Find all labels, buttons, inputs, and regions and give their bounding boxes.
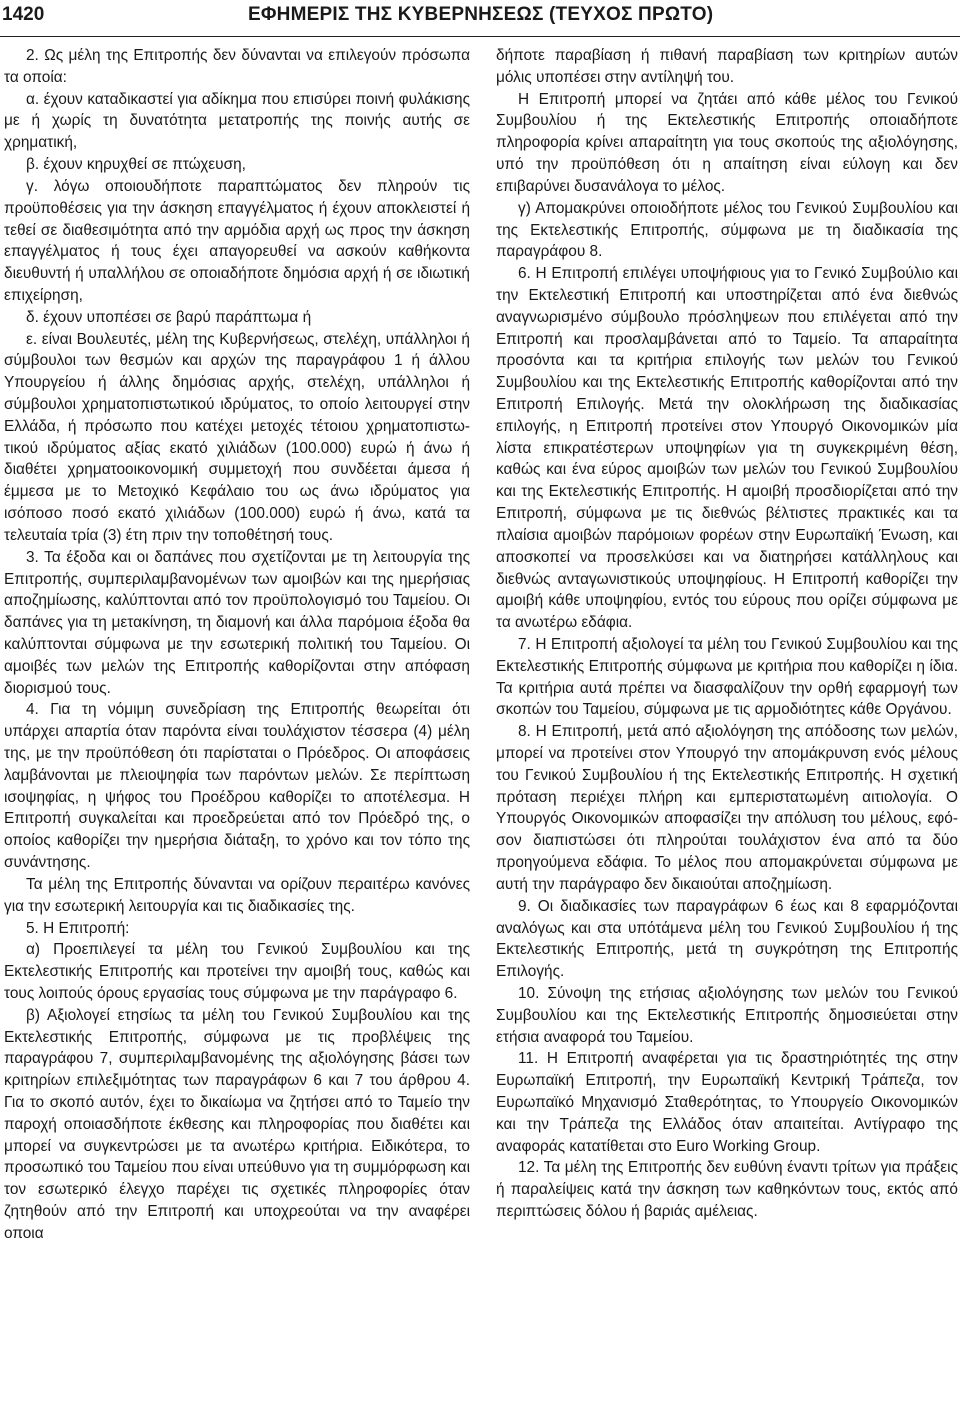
paragraph: 11. Η Επιτροπή αναφέρεται για τις δραστηριότητές της στην Ευρωπαϊκή Επιτροπή, την Ευρωπαϊκή Κεντρική Τράπεζα, τον Ευρωπαϊκό Μηχανισμό Σταθερότητας, το Υπουργείο Οικονομικών και την Τράπεζα της Ελλάδος όταν απαιτείται. Αντίγραφο της αναφοράς κατατίθεται στο Euro Working Group. xyxy=(496,1050,958,1155)
page-number: 1420 xyxy=(2,4,45,25)
paragraph: 12. Τα μέλη της Επιτροπής δεν ευθύνη έναντι τρίτων για πράξεις ή παραλείψεις κατά την άσκηση των καθηκόντων τους, εκτός από περιπτώσεις δόλου ή βαριάς αμέλειας. xyxy=(496,1159,958,1221)
paragraph: 8. Η Επιτροπή, μετά από αξιολόγηση της απόδοσης των μελών, μπορεί να προτείνει στον Υπουργό την απομάκρυνση ενός μέλους του Γενικού Συμβουλίου ή της Εκτελεστικής Επιτροπής. Η σχετική πρόταση περιέχει πλήρη και εμπεριστατωμένη αιτιολογία. Ο Υπουργός Οικονομικών αποφασίζει την απόλυση του μέλους, εφόσον διαπιστώσει ότι πληρούται τουλάχιστον ένα από τα δύο προηγούμενα εδάφια. Το μέλος που απομακρύνεται σύμφωνα με αυτή την παράγραφο δεν δικαιούται αποζημίωση. xyxy=(496,723,958,893)
paragraph: δ. έχουν υποπέσει σε βαρύ παράπτωμα ή xyxy=(26,308,312,326)
paragraph: γ) Απομακρύνει οποιοδήποτε μέλος του Γενικού Συμβουλίου και της Εκτελεστικής Επιτροπής, σύμφωνα με τη διαδικασία της παραγράφου 8. xyxy=(496,199,958,261)
paragraph: 7. Η Επιτροπή αξιολογεί τα μέλη του Γενικού Συμβουλίου και της Εκτελεστικής Επιτροπής σύμφωνα με κριτήρια που καθορίζει η ίδια. Τα κριτήρια αυτά πρέπει να διασφαλίζουν την ορθή εφαρμογή των σκοπών του Ταμείου, σύμφωνα με τις αρμοδιότητες κάθε Οργάνου. xyxy=(496,635,958,719)
paragraph: ε. είναι Βουλευτές, μέλη της Κυβερνήσεως, στελέχη, υπάλληλοι ή σύμβουλοι των θεσμών και αρχών της παραγράφου 1 ή άλλου Υπουργείου ή άλλης δημόσιας αρχής, στελέχη, υπάλληλοι ή σύμβουλοι χρηματοπιστωτικού ιδρύματος, το οποίο λειτουργεί στην Ελλάδα, ή πρόσωπο που κατέχει μετοχές τέτοιου χρηματοπιστωτικού ιδρύματος αξίας εκατό χιλιάδων (100.000) ευρώ ή άνω ή διαθέτει χρηματοοικονομική συμμετοχή που συνδέεται άμεσα ή έμμεσα με το Μετοχικό Κεφάλαιο του ως άνω ιδρύματος για ισόποσο ποσό εκατό χιλιάδων (100.000) ευρώ ή άνω, κατά τα τελευταία τρία (3) έτη πριν την τοποθέτησή τους. xyxy=(4,330,470,544)
paragraph: δήποτε παραβίαση ή πιθανή παραβίαση των κριτηρίων αυτών μόλις υποπέσει στην αντίληψή του. xyxy=(496,47,958,86)
paragraph: α. έχουν καταδικαστεί για αδίκημα που επισύρει ποινή φυλάκισης με ή χωρίς τη δυνατότητα μετατροπής της ποινής αυτής σε χρηματική, xyxy=(4,90,470,152)
paragraph: 6. Η Επιτροπή επιλέγει υποψήφιους για το Γενικό Συμβούλιο και την Εκτελεστική Επιτροπή και υποστηρίζεται από ένα διεθνώς αναγνωρισμένο σύμβουλο πρόσληψεων που επιλέγεται από την Επιτροπή και προσλαμβάνεται από το Ταμείο. Τα απαραίτητα προσόντα και τα κριτήρια επιλογής των μελών του Γενικού Συμβουλίου και της Εκτελεστικής Επιτροπής καθορίζονται από την Επιτροπή Επιλογής. Μετά την ολοκλήρωση της διαδικασίας επιλογής, η Επιτροπή προτείνει στον Υπουργό Οικονομικών μία λίστα επικρατέστερων υποψηφίων για τη συγκεκριμένη θέση, καθώς και ένα εύρος αμοιβών των μελών του Γενικού Συμβουλίου και της Εκτελεστικής Επιτροπής. Η αμοιβή προσδιορίζεται από την Επιτροπή, σύμφωνα με τις διεθνώς βέλτιστες πρακτικές και τα πλαίσια αμοιβών παρόμοιων φορέων στην Ευρωπαϊκή Ένωση, και αποσκοπεί να προσελκύσει και να διατηρήσει κατάλληλους και διεθνώς ανταγωνιστικούς υποψηφίους. Η Επιτροπή καθορίζει την αμοιβή κάθε υποψηφίου, εντός του εύρους που ορίζει σύμφωνα με τα ανωτέρω εδάφια. xyxy=(496,265,958,632)
paragraph: 2. Ως μέλη της Επιτροπής δεν δύνανται να επιλεγούν πρόσωπα τα οποία: xyxy=(4,47,470,86)
right-column xyxy=(496,45,958,1223)
paragraph: β) Αξιολογεί ετησίως τα μέλη του Γενικού Συμβουλίου και της Εκτελεστικής Επιτροπής, σύμφωνα με τις προβλέψεις της παραγράφου 7, συμπεριλαμβανομένης της αξιολόγησης βάσει των κριτηρίων επιλεξιμότητας των παραγράφων 6 και 7 του άρθρου 4. Για το σκοπό αυτόν, έχει το δικαίωμα να ζητήσει από το Ταμείο την παροχή οποιασδήποτε έκθεσης και πληροφορίας που διαθέτει και μπορεί να συγκεντρώσει με τα ανωτέρω κριτήρια. Ειδικότερα, το προσωπικό του Ταμείου που είναι υπεύθυνο για τη συμμόρφωση και τον εσωτερικό έλεγχο παρέχει τις σχετικές πληροφορίες όταν ζητηθούν από την Επιτροπή και υποχρεούται να την αναφέρει οποια xyxy=(4,1006,470,1242)
gazette-title: ΕΦΗΜΕΡΙΣ ΤΗΣ ΚΥΒΕΡΝΗΣΕΩΣ (ΤΕΥΧΟΣ ΠΡΩΤΟ) xyxy=(248,4,714,25)
paragraph: Τα μέλη της Επιτροπής δύνανται να ορίζουν περαιτέρω κανόνες για την εσωτερική λειτουργία και τις διαδικασίες της. xyxy=(4,875,470,915)
paragraph: 10. Σύνοψη της ετήσιας αξιολόγησης των μελών του Γενικού Συμβουλίου και της Εκτελεστικής Επιτροπής δημοσιεύεται στην ετήσια αναφορά του Ταμείου. xyxy=(496,984,958,1046)
paragraph: Η Επιτροπή μπορεί να ζητάει από κάθε μέλος του Γενικού Συμβουλίου ή της Εκτελεστικής Επιτροπής οποιαδήποτε πληροφορία κρίνει απαραίτητη για τους σκοπούς της αξιολόγησης, υπό την προϋπόθεση ότι η απαίτηση είναι εύλογη και δεν επιβαρύνει δυσανάλογα το μέλος. xyxy=(496,90,958,195)
paragraph: 4. Για τη νόμιμη συνεδρίαση της Επιτροπής θεωρείται ότι υπάρχει απαρτία όταν παρόντα είναι τουλάχιστον τέσσερα (4) μέλη της, με την προϋπόθεση ότι παρίσταται ο Πρόεδρος. Οι αποφάσεις λαμβάνονται με πλειοψηφία των παρόντων μελών. Σε περίπτωση ισοψηφίας, η ψήφος του Προέδρου καθορίζει το αποτέλεσμα. Η Επιτροπή συγκαλείται και προεδρεύεται από τον Πρόεδρό της, ο οποίος καθορίζει την ημερήσια διάταξη, το χρόνο και τον τόπο της συνάντησης. xyxy=(4,701,470,872)
page-header xyxy=(0,0,960,37)
paragraph: γ. λόγω οποιουδήποτε παραπτώματος δεν πληρούν τις προϋποθέσεις για την άσκηση επαγγέλματος ή έχουν αποκλειστεί ή τεθεί σε διαθεσιμότητα από την αρμόδια αρχή ως προς την άσκηση επαγγέλματος ή τους έχει απαγορευθεί να ασκούν καθήκοντα διευθυντή ή υπαλλήλου σε οποιαδήποτε δημόσια αρχή ή σε ιδιωτική επιχείρηση, xyxy=(4,177,470,304)
paragraph: 3. Τα έξοδα και οι δαπάνες που σχετίζονται με τη λειτουργία της Επιτροπής, συμπεριλαμβανομένων των αμοιβών και της ημερήσιας αποζημίωσης, καλύπτονται από τον προϋπολογισμό του Ταμείου. Οι δαπάνες για τη μετακίνηση, τη διαμονή και άλλα παρόμοια έξοδα θα καλύπτονται σύμφωνα με την εσωτερική πολιτική του Ταμείου. Οι αμοιβές των μελών της Επιτροπής καθορίζονται στην απόφαση διορισμού τους. xyxy=(4,548,470,697)
paragraph: β. έχουν κηρυχθεί σε πτώχευση, xyxy=(26,156,246,174)
paragraph: 5. Η Επιτροπή: xyxy=(26,919,130,937)
paragraph: α) Προεπιλεγεί τα μέλη του Γενικού Συμβουλίου και της Εκτελεστικής Επιτροπής και προτείνει την αμοιβή τους, καθώς και τους λοιπούς όρους εργασίας τους σύμφωνα με την παράγραφο 6. xyxy=(4,941,470,1002)
left-column xyxy=(4,45,470,1245)
paragraph: 9. Οι διαδικασίες των παραγράφων 6 έως και 8 εφαρμόζονται αναλόγως και στα υπότάμενα μέλη του Γενικού Συμβουλίου ή της Εκτελεστικής Επιτροπής, μετά τη συγκρότηση της Επιτροπής Επιλογής. xyxy=(496,897,958,981)
